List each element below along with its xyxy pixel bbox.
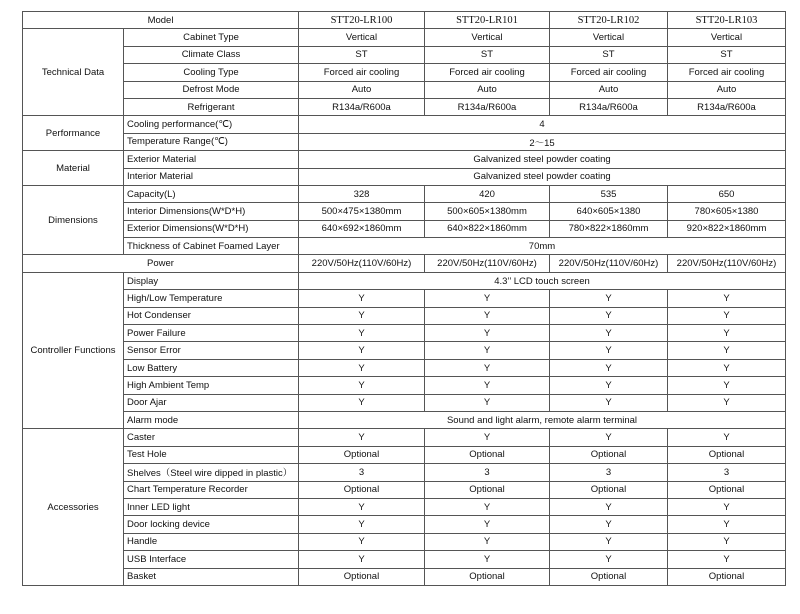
header-row [23, 12, 786, 29]
table-row [23, 498, 786, 515]
cell-value: Y [425, 516, 550, 533]
cell-value: Y [550, 377, 668, 394]
cell-value: Sound and light alarm, remote alarm terminal [299, 411, 786, 428]
cell-value: 3 [299, 464, 425, 481]
cell-value: 70mm [299, 238, 786, 255]
cell-value: ST [550, 46, 668, 63]
row-label: Door locking device [124, 516, 299, 533]
cell-value: Y [550, 325, 668, 342]
row-label: Power Failure [124, 325, 299, 342]
row-label: Cabinet Type [124, 29, 299, 46]
cell-value: Auto [299, 81, 425, 98]
table-row [23, 481, 786, 498]
cell-value: 420 [425, 185, 550, 202]
row-label: Exterior Material [124, 151, 299, 168]
cell-value: Y [550, 551, 668, 568]
cell-value: Y [425, 325, 550, 342]
group-label: Accessories [23, 429, 124, 586]
row-label: High/Low Temperature [124, 290, 299, 307]
cell-value: Optional [668, 568, 786, 585]
cell-value: Y [550, 359, 668, 376]
spec-table [22, 11, 786, 586]
cell-value: Y [425, 429, 550, 446]
cell-value: R134a/R600a [668, 98, 786, 115]
cell-value: Y [425, 359, 550, 376]
table-row [23, 325, 786, 342]
table-row [23, 568, 786, 585]
cell-value: Y [299, 429, 425, 446]
cell-value: Y [299, 342, 425, 359]
row-label: Thickness of Cabinet Foamed Layer [124, 238, 299, 255]
cell-value: Y [550, 498, 668, 515]
row-label: Hot Condenser [124, 307, 299, 324]
row-label: Handle [124, 533, 299, 550]
cell-value: Y [668, 359, 786, 376]
cell-value: Y [299, 290, 425, 307]
table-row [23, 64, 786, 81]
cell-value: Vertical [550, 29, 668, 46]
cell-value: Y [550, 533, 668, 550]
cell-value: R134a/R600a [550, 98, 668, 115]
cell-value: ST [668, 46, 786, 63]
model-name: STT20-LR100 [299, 12, 425, 29]
table-row [23, 185, 786, 202]
cell-value: 2～15 [299, 133, 786, 150]
cell-value: 780×822×1860mm [550, 220, 668, 237]
cell-value: Y [550, 290, 668, 307]
cell-value: Auto [425, 81, 550, 98]
cell-value: Optional [668, 481, 786, 498]
power-row [23, 255, 786, 272]
cell-value: Y [550, 516, 668, 533]
row-label: Chart Temperature Recorder [124, 481, 299, 498]
cell-value: 920×822×1860mm [668, 220, 786, 237]
cell-value: ST [299, 46, 425, 63]
cell-value: R134a/R600a [425, 98, 550, 115]
cell-value: Vertical [299, 29, 425, 46]
table-row [23, 116, 786, 133]
cell-value: 780×605×1380 [668, 203, 786, 220]
table-row [23, 533, 786, 550]
cell-value: 4.3’’ LCD touch screen [299, 272, 786, 289]
group-label: Technical Data [23, 29, 124, 116]
cell-value: Optional [425, 568, 550, 585]
cell-value: Y [425, 307, 550, 324]
row-label: Alarm mode [124, 411, 299, 428]
model-name: STT20-LR102 [550, 12, 668, 29]
row-label: Cooling performance(℃) [124, 116, 299, 133]
cell-value: Y [299, 516, 425, 533]
cell-value: Optional [299, 568, 425, 585]
cell-value: Y [550, 394, 668, 411]
row-label: Display [124, 272, 299, 289]
row-label: Exterior Dimensions(W*D*H) [124, 220, 299, 237]
cell-value: Y [668, 394, 786, 411]
cell-value: Y [299, 325, 425, 342]
group-label: Material [23, 151, 124, 186]
cell-value: Optional [550, 481, 668, 498]
cell-value: Y [299, 377, 425, 394]
table-row [23, 307, 786, 324]
row-label: Test Hole [124, 446, 299, 463]
cell-value: Auto [668, 81, 786, 98]
cell-value: Vertical [668, 29, 786, 46]
model-header: Model [23, 12, 299, 29]
cell-value: Y [668, 533, 786, 550]
cell-value: Y [550, 307, 668, 324]
cell-value: 3 [668, 464, 786, 481]
cell-value: 3 [550, 464, 668, 481]
cell-value: 220V/50Hz(110V/60Hz) [668, 255, 786, 272]
table-row [23, 446, 786, 463]
table-row [23, 81, 786, 98]
cell-value: Y [668, 429, 786, 446]
cell-value: Optional [425, 446, 550, 463]
table-row [23, 46, 786, 63]
cell-value: Y [425, 290, 550, 307]
cell-value: 640×822×1860mm [425, 220, 550, 237]
row-label: Interior Material [124, 168, 299, 185]
cell-value: 500×475×1380mm [299, 203, 425, 220]
cell-value: 640×605×1380 [550, 203, 668, 220]
cell-value: 640×692×1860mm [299, 220, 425, 237]
cell-value: Y [425, 394, 550, 411]
table-row [23, 429, 786, 446]
row-label: Door Ajar [124, 394, 299, 411]
power-label: Power [23, 255, 299, 272]
cell-value: Y [425, 551, 550, 568]
row-label: Caster [124, 429, 299, 446]
table-row [23, 290, 786, 307]
cell-value: Y [668, 325, 786, 342]
table-row [23, 133, 786, 150]
cell-value: 650 [668, 185, 786, 202]
cell-value: Y [425, 377, 550, 394]
cell-value: 4 [299, 116, 786, 133]
cell-value: 500×605×1380mm [425, 203, 550, 220]
model-name: STT20-LR103 [668, 12, 786, 29]
cell-value: Y [668, 551, 786, 568]
cell-value: Y [299, 307, 425, 324]
table-row [23, 464, 786, 481]
table-row [23, 516, 786, 533]
table-row [23, 151, 786, 168]
cell-value: Y [550, 342, 668, 359]
cell-value: Optional [299, 446, 425, 463]
row-label: Low Battery [124, 359, 299, 376]
cell-value: Optional [299, 481, 425, 498]
cell-value: Y [299, 551, 425, 568]
table-row [23, 168, 786, 185]
cell-value: Y [668, 498, 786, 515]
row-label: Temperature Range(℃) [124, 133, 299, 150]
cell-value: Galvanized steel powder coating [299, 151, 786, 168]
cell-value: Y [668, 290, 786, 307]
row-label: Refrigerant [124, 98, 299, 115]
cell-value: Forced air cooling [550, 64, 668, 81]
cell-value: Y [299, 533, 425, 550]
row-label: Sensor Error [124, 342, 299, 359]
cell-value: 535 [550, 185, 668, 202]
table-row [23, 342, 786, 359]
row-label: Shelves（Steel wire dipped in plastic） [124, 464, 299, 481]
table-row [23, 411, 786, 428]
cell-value: Optional [425, 481, 550, 498]
row-label: Defrost Mode [124, 81, 299, 98]
row-label: Climate Class [124, 46, 299, 63]
row-label: Cooling Type [124, 64, 299, 81]
cell-value: 220V/50Hz(110V/60Hz) [550, 255, 668, 272]
cell-value: Y [299, 498, 425, 515]
table-row [23, 394, 786, 411]
cell-value: Optional [550, 446, 668, 463]
cell-value: Y [425, 498, 550, 515]
group-label: Controller Functions [23, 272, 124, 429]
table-row [23, 203, 786, 220]
cell-value: R134a/R600a [299, 98, 425, 115]
cell-value: Optional [668, 446, 786, 463]
row-label: Inner LED light [124, 498, 299, 515]
row-label: Capacity(L) [124, 185, 299, 202]
cell-value: Forced air cooling [425, 64, 550, 81]
cell-value: Y [668, 377, 786, 394]
cell-value: Optional [550, 568, 668, 585]
cell-value: Forced air cooling [299, 64, 425, 81]
cell-value: 220V/50Hz(110V/60Hz) [299, 255, 425, 272]
table-row [23, 551, 786, 568]
cell-value: Y [668, 307, 786, 324]
table-row [23, 220, 786, 237]
cell-value: 3 [425, 464, 550, 481]
row-label: USB Interface [124, 551, 299, 568]
cell-value: Y [425, 342, 550, 359]
cell-value: Y [668, 342, 786, 359]
group-label: Performance [23, 116, 124, 151]
table-row [23, 29, 786, 46]
cell-value: Y [299, 359, 425, 376]
cell-value: Y [550, 429, 668, 446]
row-label: Interior Dimensions(W*D*H) [124, 203, 299, 220]
cell-value: Forced air cooling [668, 64, 786, 81]
cell-value: Y [668, 516, 786, 533]
group-label: Dimensions [23, 185, 124, 255]
cell-value: Vertical [425, 29, 550, 46]
cell-value: Galvanized steel powder coating [299, 168, 786, 185]
table-row [23, 98, 786, 115]
cell-value: Y [299, 394, 425, 411]
table-row [23, 359, 786, 376]
table-row [23, 272, 786, 289]
row-label: Basket [124, 568, 299, 585]
cell-value: 328 [299, 185, 425, 202]
model-name: STT20-LR101 [425, 12, 550, 29]
cell-value: 220V/50Hz(110V/60Hz) [425, 255, 550, 272]
cell-value: Y [425, 533, 550, 550]
cell-value: ST [425, 46, 550, 63]
table-row [23, 377, 786, 394]
cell-value: Auto [550, 81, 668, 98]
table-row [23, 238, 786, 255]
row-label: High Ambient Temp [124, 377, 299, 394]
